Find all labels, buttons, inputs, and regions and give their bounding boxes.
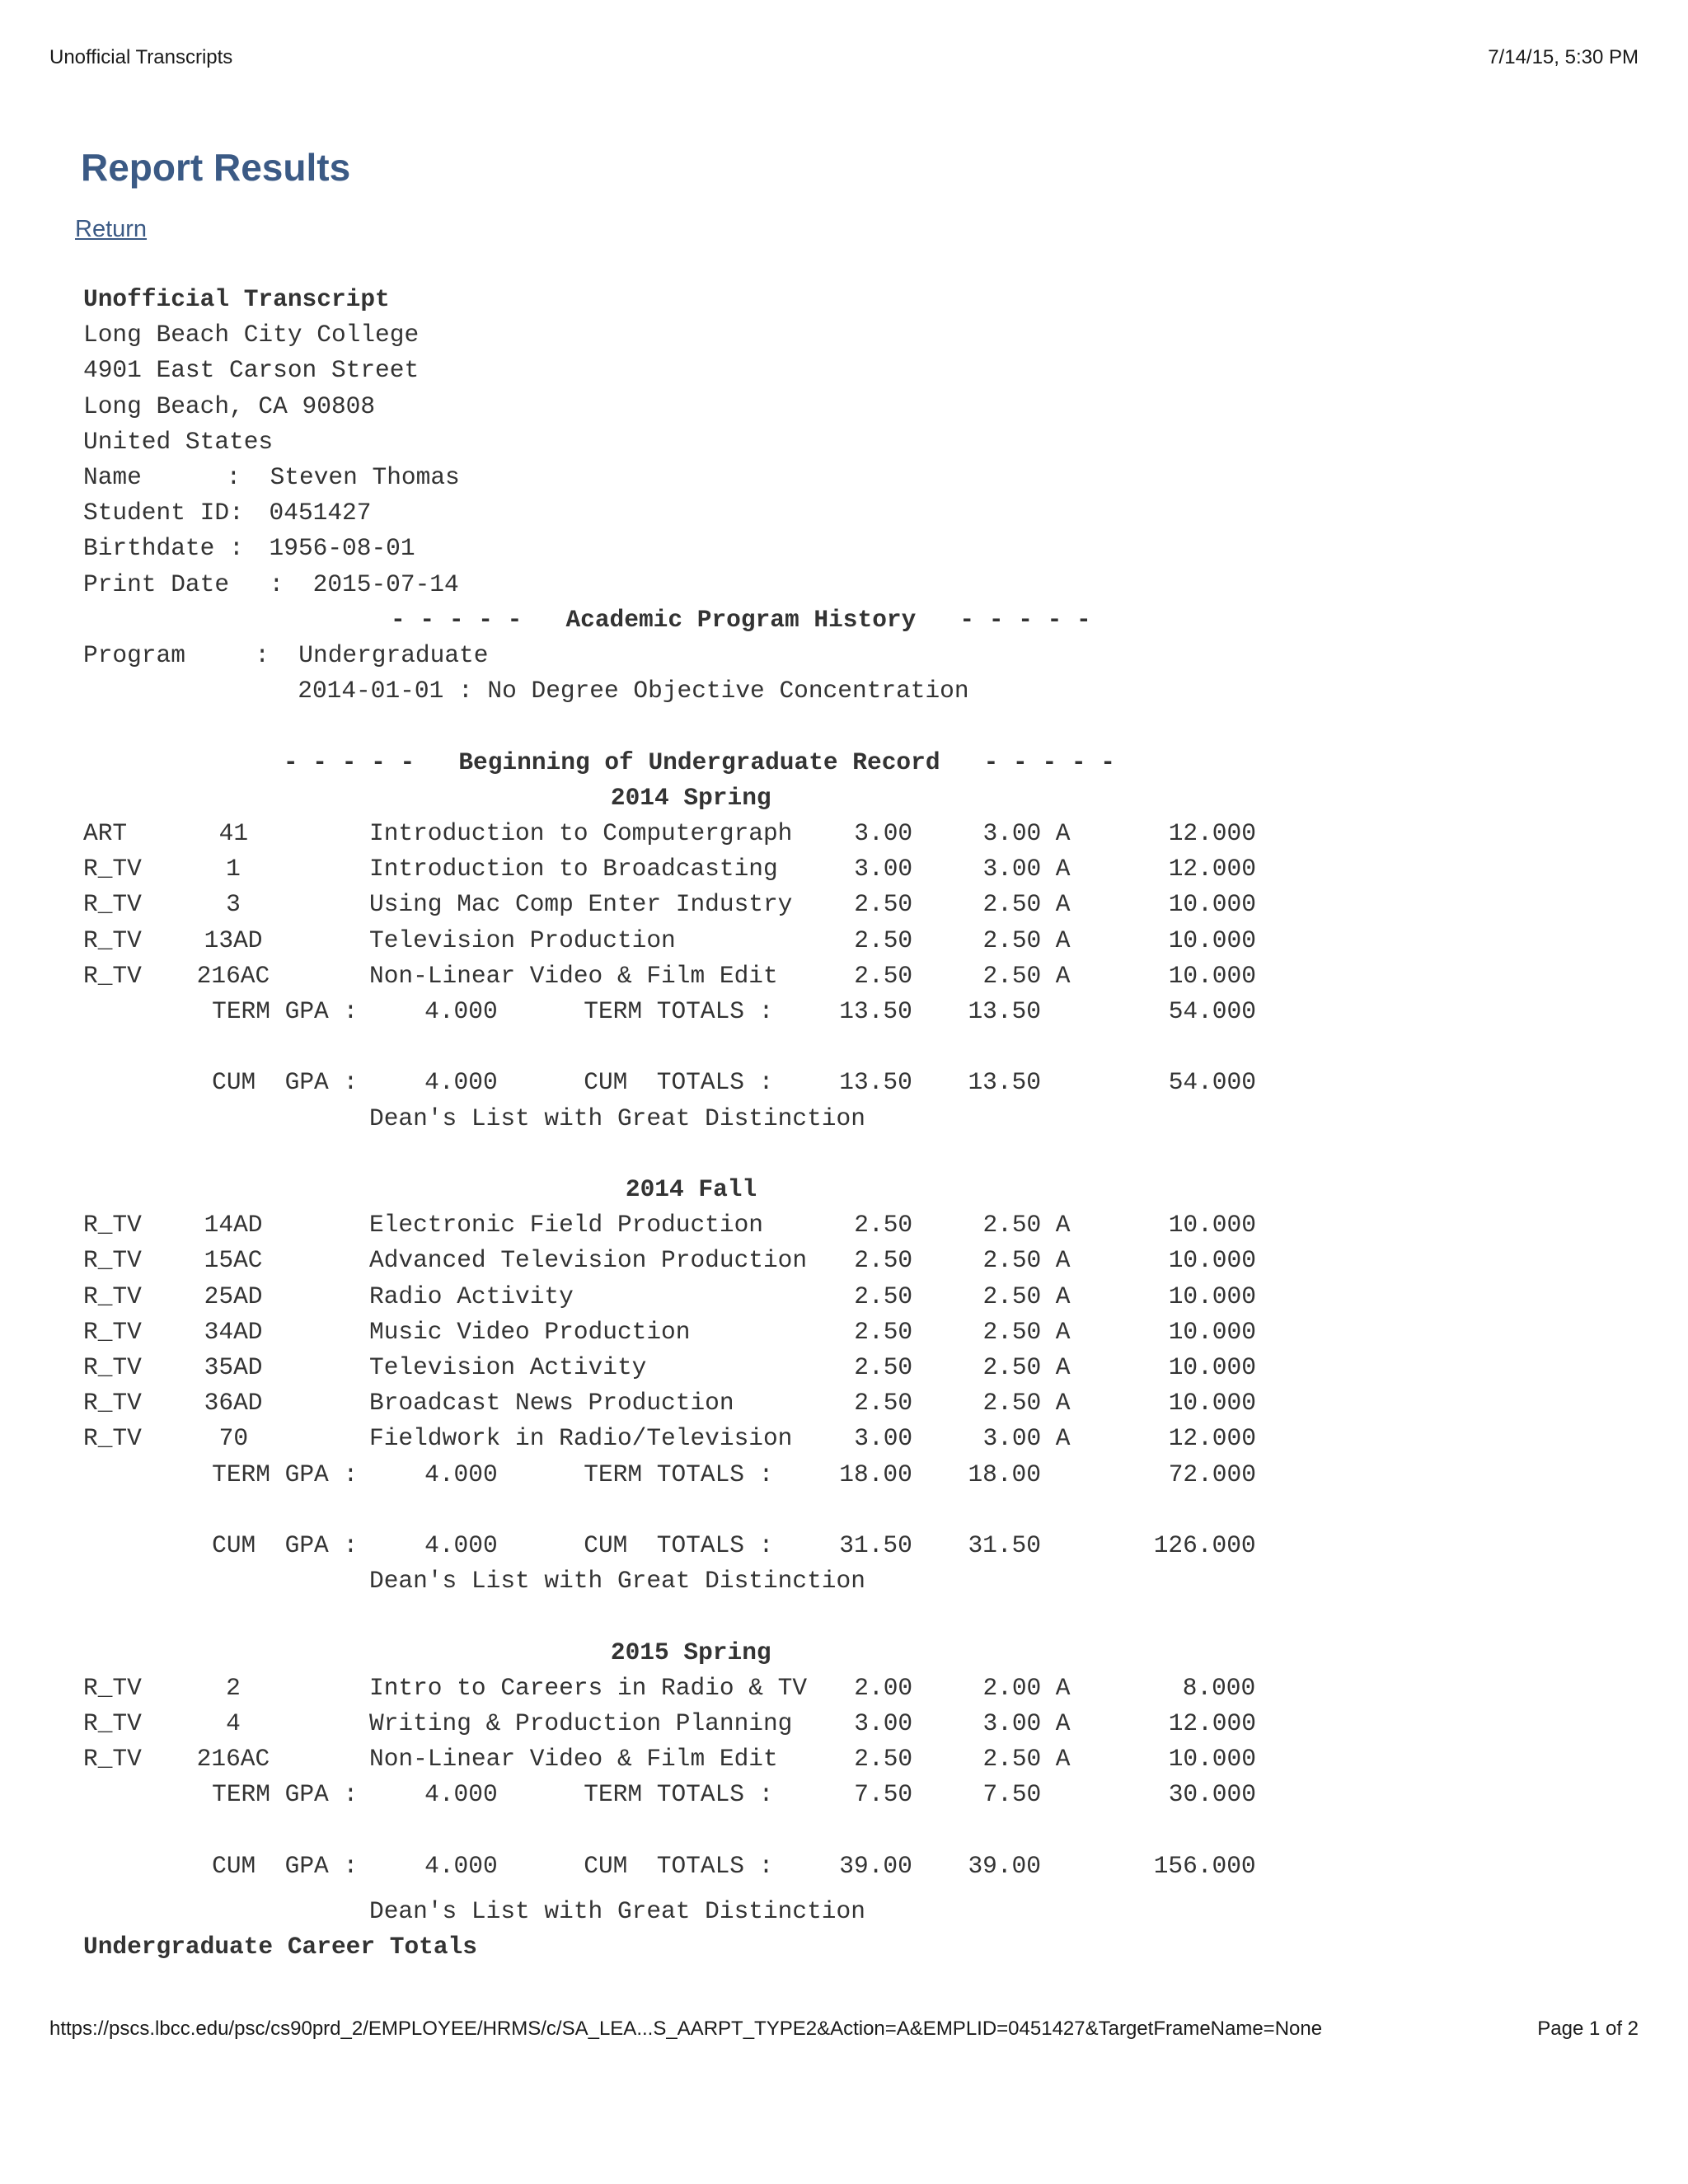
course-title: Writing & Production Planning [369,1709,793,1737]
course-grade: A [1055,1673,1071,1702]
course-points: 10.000 [1168,961,1256,990]
course-title: Television Activity [369,1353,647,1381]
term-totals-label: TERM TOTALS : [584,1460,774,1488]
course-grade: A [1055,1389,1071,1418]
cum-gpa-label: CUM GPA : [212,1531,359,1559]
print-date-label: Print Date [83,569,230,598]
course-attempted: 3.00 [854,855,913,883]
course-earned: 2.50 [982,1745,1042,1774]
course-earned: 2.50 [982,1389,1042,1418]
print-date: : 2015-07-14 [269,569,459,598]
course-points: 12.000 [1168,855,1256,883]
course-earned: 2.50 [982,1211,1042,1240]
term-earned: 7.50 [982,1780,1042,1809]
program-name: : Undergraduate [255,641,489,669]
course-points: 10.000 [1168,890,1256,919]
course-subject: R_TV [83,890,142,919]
term-attempted: 18.00 [839,1460,912,1488]
course-title: Intro to Careers in Radio & TV [369,1673,808,1702]
birthdate: 1956-08-01 [269,534,415,563]
course-subject: R_TV [83,1282,142,1310]
course-grade: A [1055,926,1071,954]
term-name: 2014 Fall [625,1175,757,1203]
course-earned: 2.50 [982,1317,1042,1346]
course-title: Music Video Production [369,1317,691,1346]
course-title: Fieldwork in Radio/Television [369,1424,793,1453]
course-number: 35AD [204,1353,263,1381]
course-grade: A [1055,961,1071,990]
course-attempted: 3.00 [854,1424,913,1453]
course-earned: 2.50 [982,961,1042,990]
institution-line: United States [83,427,274,456]
course-points: 10.000 [1168,1282,1256,1310]
term-earned: 13.50 [968,997,1041,1025]
term-gpa-label: TERM GPA : [212,1460,359,1488]
course-grade: A [1055,1424,1071,1453]
program-history-heading: - - - - - Academic Program History - - - - - [391,605,1091,634]
course-title: Broadcast News Production [369,1389,734,1418]
program-label: Program [83,641,185,669]
course-title: Radio Activity [369,1282,574,1310]
course-attempted: 2.50 [854,926,913,954]
course-points: 10.000 [1168,1246,1256,1275]
course-earned: 2.50 [982,890,1042,919]
course-attempted: 2.50 [854,1389,913,1418]
course-earned: 2.00 [982,1673,1042,1702]
program-detail: 2014-01-01 : No Degree Objective Concentration [298,677,969,705]
course-number: 36AD [204,1389,263,1418]
print-footer-url: https://pscs.lbcc.edu/psc/cs90prd_2/EMPLOYEE/HRMS/c/SA_LEA...S_AARPT_TYPE2&Action=A&EMPLID=0451427&TargetFrameName=None [49,2018,1323,2040]
course-grade: A [1055,819,1071,847]
course-subject: R_TV [83,1246,142,1275]
cum-attempted: 39.00 [839,1851,912,1880]
term-name: 2014 Spring [610,783,771,812]
course-subject: R_TV [83,855,142,883]
term-points: 72.000 [1168,1460,1256,1488]
course-points: 10.000 [1168,926,1256,954]
course-attempted: 2.50 [854,1353,913,1381]
course-number: 34AD [204,1317,263,1346]
course-subject: R_TV [83,1424,142,1453]
course-title: Television Production [369,926,676,954]
term-gpa: 4.000 [424,1460,498,1488]
term-name: 2015 Spring [610,1638,771,1666]
course-grade: A [1055,1317,1071,1346]
course-title: Introduction to Computergraph [369,819,793,847]
course-grade: A [1055,1211,1071,1240]
term-points: 30.000 [1168,1780,1256,1809]
course-subject: R_TV [83,1353,142,1381]
print-header-title: Unofficial Transcripts [49,46,233,68]
course-earned: 2.50 [982,1246,1042,1275]
birthdate-label: Birthdate : [83,534,244,563]
course-points: 10.000 [1168,1353,1256,1381]
honor-note: Dean's List with Great Distinction [369,1897,865,1925]
cum-totals-label: CUM TOTALS : [584,1851,774,1880]
course-number: 41 [218,819,249,847]
cum-gpa-label: CUM GPA : [212,1851,359,1880]
course-subject: R_TV [83,1211,142,1240]
cum-points: 54.000 [1168,1068,1256,1097]
course-subject: ART [83,819,128,847]
honor-note: Dean's List with Great Distinction [369,1104,865,1132]
course-points: 12.000 [1168,1709,1256,1737]
term-gpa: 4.000 [424,1780,498,1809]
course-grade: A [1055,1246,1071,1275]
print-header-datetime: 7/14/15, 5:30 PM [1488,46,1639,68]
course-number: 216AC [196,961,270,990]
course-title: Non-Linear Video & Film Edit [369,1745,778,1774]
term-gpa-label: TERM GPA : [212,997,359,1025]
student-id-label: Student ID: [83,499,244,527]
course-number: 14AD [204,1211,263,1240]
course-subject: R_TV [83,961,142,990]
course-points: 10.000 [1168,1745,1256,1774]
institution-line: Long Beach City College [83,321,420,349]
term-attempted: 7.50 [854,1780,913,1809]
course-points: 8.000 [1182,1673,1256,1702]
course-grade: A [1055,1709,1071,1737]
course-number: 2 [226,1673,241,1702]
honor-note: Dean's List with Great Distinction [369,1567,865,1596]
course-earned: 3.00 [982,1709,1042,1737]
course-attempted: 2.50 [854,1211,913,1240]
course-points: 12.000 [1168,1424,1256,1453]
course-subject: R_TV [83,1673,142,1702]
return-link[interactable]: Return [75,216,148,242]
record-heading: - - - - - Beginning of Undergraduate Record - - - - - [283,748,1115,776]
course-attempted: 2.50 [854,1246,913,1275]
course-number: 1 [226,855,241,883]
course-earned: 3.00 [982,819,1042,847]
cum-totals-label: CUM TOTALS : [584,1068,774,1097]
cum-attempted: 31.50 [839,1531,912,1559]
cum-gpa: 4.000 [424,1851,498,1880]
term-points: 54.000 [1168,997,1256,1025]
cum-earned: 39.00 [968,1851,1041,1880]
course-number: 216AC [196,1745,270,1774]
term-earned: 18.00 [968,1460,1041,1488]
term-totals-label: TERM TOTALS : [584,1780,774,1809]
course-grade: A [1055,855,1071,883]
course-points: 12.000 [1168,819,1256,847]
page-title: Report Results [81,146,351,189]
course-title: Advanced Television Production [369,1246,808,1275]
course-points: 10.000 [1168,1389,1256,1418]
print-footer-page: Page 1 of 2 [1537,2018,1639,2040]
course-attempted: 2.50 [854,1745,913,1774]
course-attempted: 2.50 [854,1317,913,1346]
cum-earned: 13.50 [968,1068,1041,1097]
term-gpa: 4.000 [424,997,498,1025]
cum-gpa-label: CUM GPA : [212,1068,359,1097]
name-label: Name [83,463,142,491]
cum-gpa: 4.000 [424,1531,498,1559]
course-subject: R_TV [83,1389,142,1418]
course-subject: R_TV [83,1745,142,1774]
course-subject: R_TV [83,1709,142,1737]
student-id: 0451427 [269,499,372,527]
term-attempted: 13.50 [839,997,912,1025]
course-title: Introduction to Broadcasting [369,855,778,883]
cum-points: 126.000 [1153,1531,1256,1559]
course-subject: R_TV [83,926,142,954]
career-totals-heading: Undergraduate Career Totals [83,1933,477,1961]
course-attempted: 2.00 [854,1673,913,1702]
cum-attempted: 13.50 [839,1068,912,1097]
course-number: 4 [226,1709,241,1737]
transcript-heading: Unofficial Transcript [83,285,390,313]
course-attempted: 3.00 [854,819,913,847]
course-number: 15AC [204,1246,263,1275]
cum-totals-label: CUM TOTALS : [584,1531,774,1559]
course-grade: A [1055,1282,1071,1310]
institution-line: 4901 East Carson Street [83,356,420,385]
course-earned: 3.00 [982,855,1042,883]
course-earned: 2.50 [982,926,1042,954]
course-attempted: 2.50 [854,1282,913,1310]
course-attempted: 2.50 [854,961,913,990]
course-number: 70 [218,1424,249,1453]
course-number: 25AD [204,1282,263,1310]
course-points: 10.000 [1168,1317,1256,1346]
term-totals-label: TERM TOTALS : [584,997,774,1025]
student-name: : Steven Thomas [226,463,460,491]
course-grade: A [1055,890,1071,919]
course-points: 10.000 [1168,1211,1256,1240]
term-gpa-label: TERM GPA : [212,1780,359,1809]
course-title: Electronic Field Production [369,1211,763,1240]
course-number: 13AD [204,926,263,954]
course-number: 3 [226,890,241,919]
cum-points: 156.000 [1153,1851,1256,1880]
course-earned: 2.50 [982,1353,1042,1381]
cum-earned: 31.50 [968,1531,1041,1559]
course-attempted: 3.00 [854,1709,913,1737]
cum-gpa: 4.000 [424,1068,498,1097]
course-grade: A [1055,1353,1071,1381]
course-title: Using Mac Comp Enter Industry [369,890,793,919]
course-subject: R_TV [83,1317,142,1346]
institution-line: Long Beach, CA 90808 [83,391,376,420]
course-earned: 3.00 [982,1424,1042,1453]
course-grade: A [1055,1745,1071,1774]
course-title: Non-Linear Video & Film Edit [369,961,778,990]
course-attempted: 2.50 [854,890,913,919]
course-earned: 2.50 [982,1282,1042,1310]
